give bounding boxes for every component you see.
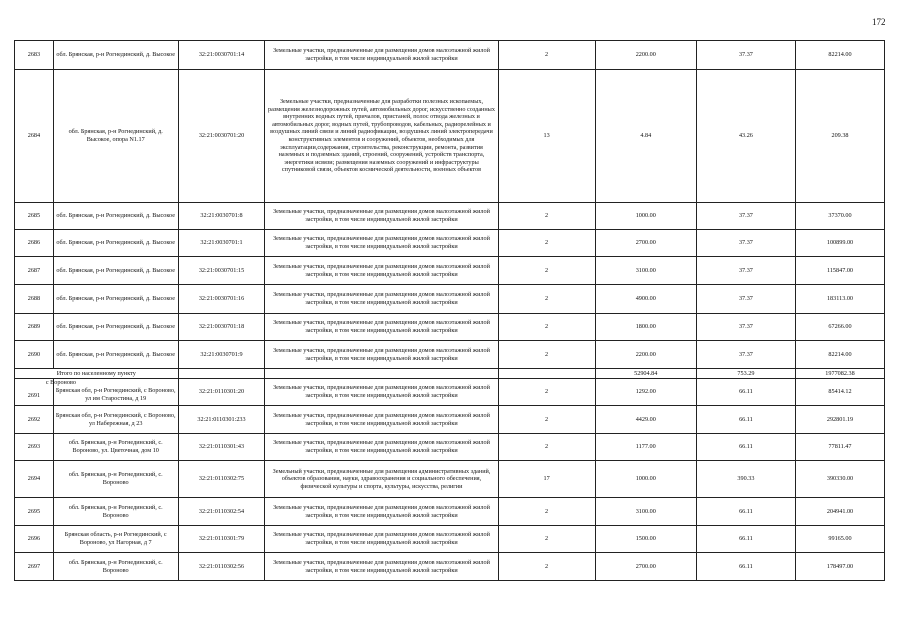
row-address: обл. Брянская, р-н Рогнединский, д. Высокое <box>53 203 178 230</box>
row-land-use: Земельные участки, предназначенные для размещения домов малоэтажной жилой застройки, в том числе индивидуальной жилой застройки <box>265 379 498 406</box>
row-area: 4900.00 <box>595 285 696 314</box>
row-cadastral-number: 32:21:0030701:18 <box>178 314 265 341</box>
row-cadastral-number: 32:21:0110301:20 <box>178 379 265 406</box>
row-use-code: 2 <box>498 257 595 285</box>
row-address: обл. Брянская, р-н Рогнединский, д. Высокое <box>53 230 178 257</box>
row-number: 2694 <box>15 461 54 498</box>
table-row <box>15 203 885 230</box>
row-area: 2200.00 <box>595 41 696 70</box>
row-cadastral-number: 32:21:0110302:75 <box>178 461 265 498</box>
row-cadastral-value: 100899.00 <box>796 230 885 257</box>
row-use-code: 2 <box>498 41 595 70</box>
row-land-use: Земельные участки, предназначенные для размещения домов малоэтажной жилой застройки, в том числе индивидуальной жилой застройки <box>265 41 498 70</box>
row-rate: 66.11 <box>696 406 795 434</box>
row-number: 2697 <box>15 553 54 581</box>
row-number: 2683 <box>15 41 54 70</box>
row-cadastral-number: 32:21:0110302:54 <box>178 498 265 526</box>
row-rate: 66.11 <box>696 379 795 406</box>
total-label: Итого по населенному пункту <box>15 369 179 379</box>
row-cadastral-number: 32:21:0110302:56 <box>178 553 265 581</box>
row-address: Брянская область, р-н Рогнединский, с Вороново, ул Нагорная, д 7 <box>53 526 178 553</box>
row-rate: 37.37 <box>696 341 795 369</box>
page-number: 172 <box>872 17 886 27</box>
table-row <box>15 461 885 498</box>
row-rate: 37.37 <box>696 257 795 285</box>
row-number: 2692 <box>15 406 54 434</box>
row-land-use: Земельный участки, предназначенные для размещения административных зданий, объектов образования, науки, здравоохранения и социального обеспечения, физической культуры и спорта, культуры, искусства, религии <box>265 461 498 498</box>
row-use-code: 2 <box>498 553 595 581</box>
row-use-code: 2 <box>498 230 595 257</box>
row-land-use: Земельные участки, предназначенные для размещения домов малоэтажной жилой застройки, в том числе индивидуальной жилой застройки <box>265 526 498 553</box>
table-row <box>15 553 885 581</box>
row-area: 2200.00 <box>595 341 696 369</box>
total-rate: 753.29 <box>696 369 795 379</box>
table-row <box>15 41 885 70</box>
table-row <box>15 257 885 285</box>
row-use-code: 13 <box>498 70 595 203</box>
row-use-code: 2 <box>498 314 595 341</box>
row-rate: 390.33 <box>696 461 795 498</box>
row-address: обл. Брянская, р-н Рогнединский, д. Высокое, опора N1.17 <box>53 70 178 203</box>
row-rate: 66.11 <box>696 553 795 581</box>
row-cadastral-value: 99165.00 <box>796 526 885 553</box>
land-registry-table <box>14 40 885 581</box>
row-rate: 66.11 <box>696 526 795 553</box>
table-row <box>15 70 885 203</box>
row-area: 1800.00 <box>595 314 696 341</box>
row-rate: 37.37 <box>696 285 795 314</box>
row-number: 2689 <box>15 314 54 341</box>
row-rate: 66.11 <box>696 498 795 526</box>
row-number: 2693 <box>15 434 54 461</box>
row-number: 2685 <box>15 203 54 230</box>
row-cadastral-number: 32:21:0030701:14 <box>178 41 265 70</box>
row-cadastral-value: 183113.00 <box>796 285 885 314</box>
row-cadastral-value: 67266.00 <box>796 314 885 341</box>
row-use-code: 2 <box>498 379 595 406</box>
row-address: обл. Брянская, р-н Рогнединский, д. Высокое <box>53 41 178 70</box>
row-number: 2687 <box>15 257 54 285</box>
row-address: обл. Брянская, р-н Рогнединский, д. Высокое <box>53 341 178 369</box>
row-cadastral-number: 32:21:0110301:43 <box>178 434 265 461</box>
row-cadastral-number: 32:21:0030701:16 <box>178 285 265 314</box>
row-land-use: Земельные участки, предназначенные для размещения домов малоэтажной жилой застройки, в том числе индивидуальной жилой застройки <box>265 230 498 257</box>
row-address: обл. Брянская, р-н Рогнединский, с. Вороново <box>53 553 178 581</box>
row-land-use: Земельные участки, предназначенные для размещения домов малоэтажной жилой застройки, в том числе индивидуальной жилой застройки <box>265 406 498 434</box>
row-address: обл. Брянская, р-н Рогнединский, д. Высокое <box>53 314 178 341</box>
row-cadastral-value: 77811.47 <box>796 434 885 461</box>
row-use-code: 17 <box>498 461 595 498</box>
row-address: обл. Брянская, р-н Рогнединский, с. Вороново <box>53 498 178 526</box>
row-cadastral-number: 32:21:0030701:1 <box>178 230 265 257</box>
total-value: 1977082.38 <box>796 369 885 379</box>
total-empty-cell <box>498 369 595 379</box>
row-land-use: Земельные участки, предназначенные для размещения домов малоэтажной жилой застройки, в том числе индивидуальной жилой застройки <box>265 434 498 461</box>
row-cadastral-value: 390330.00 <box>796 461 885 498</box>
table-row <box>15 314 885 341</box>
row-rate: 37.37 <box>696 203 795 230</box>
total-area: 52904.84 <box>595 369 696 379</box>
row-rate: 66.11 <box>696 434 795 461</box>
row-area: 3100.00 <box>595 257 696 285</box>
row-use-code: 2 <box>498 285 595 314</box>
settlement-total-row <box>15 369 885 379</box>
row-number: 2684 <box>15 70 54 203</box>
row-use-code: 2 <box>498 498 595 526</box>
total-empty-cell <box>178 369 265 379</box>
row-land-use: Земельные участки, предназначенные для размещения домов малоэтажной жилой застройки, в том числе индивидуальной жилой застройки <box>265 553 498 581</box>
row-cadastral-value: 37370.00 <box>796 203 885 230</box>
row-cadastral-number: 32:21:0030701:20 <box>178 70 265 203</box>
row-address: обл. Брянская, р-н Рогнединский, с. Вороново <box>53 461 178 498</box>
row-address: обл. Брянская, р-н Рогнединский, с. Вороново, ул. Цветочная, дом 10 <box>53 434 178 461</box>
row-address: Брянская обл, р-н Рогнединский, с Вороново, ул Набережная, д 23 <box>53 406 178 434</box>
row-use-code: 2 <box>498 526 595 553</box>
row-land-use: Земельные участки, предназначенные для размещения домов малоэтажной жилой застройки, в том числе индивидуальной жилой застройки <box>265 314 498 341</box>
row-area: 2700.00 <box>595 553 696 581</box>
row-use-code: 2 <box>498 341 595 369</box>
row-land-use: Земельные участки, предназначенные для размещения домов малоэтажной жилой застройки, в том числе индивидуальной жилой застройки <box>265 203 498 230</box>
row-land-use: Земельные участки, предназначенные для размещения домов малоэтажной жилой застройки, в том числе индивидуальной жилой застройки <box>265 498 498 526</box>
row-cadastral-number: 32:21:0110301:233 <box>178 406 265 434</box>
row-address <box>45 379 178 406</box>
table-row <box>15 341 885 369</box>
row-area: 1000.00 <box>595 203 696 230</box>
table-row <box>15 379 885 406</box>
row-land-use: Земельные участки, предназначенные для размещения домов малоэтажной жилой застройки, в том числе индивидуальной жилой застройки <box>265 257 498 285</box>
row-cadastral-value: 115847.00 <box>796 257 885 285</box>
row-area: 4429.00 <box>595 406 696 434</box>
row-number: 2690 <box>15 341 54 369</box>
row-area: 2700.00 <box>595 230 696 257</box>
row-area: 1292.00 <box>595 379 696 406</box>
row-land-use: Земельные участки, предназначенные для разработки полезных ископаемых, размещения железнодорожных путей, автомобильных дорог, искусственно созданных внутренних водных путей, причалов, пристаней, полос отвода железных и автомобильных дорог, водных путей, трубопроводов, кабельных, радиорелейных и воздушных линий связи и линий радиофикации, воздушных линий электропередачи конструктивных элементов и сооружений, объектов, необходимых для эксплуатации,содержания, строительства, реконструкции, ремонта, развития наземных и подземных зданий, строений, сооружений, устройств транспорта, энергетики исвязи; размещения наземных сооружений и инфраструктуры спутниковой связи, объектов космической деятельности, военных объектов <box>265 70 498 203</box>
row-area: 1500.00 <box>595 526 696 553</box>
row-rate: 37.37 <box>696 314 795 341</box>
row-cadastral-value: 82214.00 <box>796 341 885 369</box>
row-cadastral-number: 32:21:0030701:15 <box>178 257 265 285</box>
row-cadastral-value: 292801.19 <box>796 406 885 434</box>
row-cadastral-value: 82214.00 <box>796 41 885 70</box>
row-use-code: 2 <box>498 203 595 230</box>
row-use-code: 2 <box>498 434 595 461</box>
row-number: 2686 <box>15 230 54 257</box>
table-row <box>15 434 885 461</box>
row-use-code: 2 <box>498 406 595 434</box>
row-land-use: Земельные участки, предназначенные для размещения домов малоэтажной жилой застройки, в том числе индивидуальной жилой застройки <box>265 341 498 369</box>
row-cadastral-value: 209.38 <box>796 70 885 203</box>
row-cadastral-value: 178497.00 <box>796 553 885 581</box>
row-area: 1177.00 <box>595 434 696 461</box>
row-rate: 37.37 <box>696 41 795 70</box>
settlement-label: с Вороново <box>45 379 76 386</box>
row-area: 1000.00 <box>595 461 696 498</box>
row-cadastral-number: 32:21:0030701:8 <box>178 203 265 230</box>
row-area: 4.84 <box>595 70 696 203</box>
total-empty-cell <box>265 369 498 379</box>
table-row <box>15 498 885 526</box>
row-land-use: Земельные участки, предназначенные для размещения домов малоэтажной жилой застройки, в том числе индивидуальной жилой застройки <box>265 285 498 314</box>
row-number: 2688 <box>15 285 54 314</box>
row-cadastral-value: 204941.00 <box>796 498 885 526</box>
row-cadastral-number: 32:21:0030701:9 <box>178 341 265 369</box>
row-number-text: 2691 <box>27 392 41 400</box>
row-number: 2696 <box>15 526 54 553</box>
row-cadastral-number: 32:21:0110301:79 <box>178 526 265 553</box>
row-address-text: Брянская обл, р-н Рогнединский, с Вороново, ул им Старостина, д 19 <box>55 387 176 402</box>
table-row <box>15 285 885 314</box>
table-row <box>15 406 885 434</box>
table-row <box>15 230 885 257</box>
row-address: обл. Брянская, р-н Рогнединский, д. Высокое <box>53 257 178 285</box>
row-address: обл. Брянская, р-н Рогнединский, д. Высокое <box>53 285 178 314</box>
table-row <box>15 526 885 553</box>
row-rate: 37.37 <box>696 230 795 257</box>
row-area: 3100.00 <box>595 498 696 526</box>
row-cadastral-value: 85414.12 <box>796 379 885 406</box>
row-number: 2695 <box>15 498 54 526</box>
row-rate: 43.26 <box>696 70 795 203</box>
